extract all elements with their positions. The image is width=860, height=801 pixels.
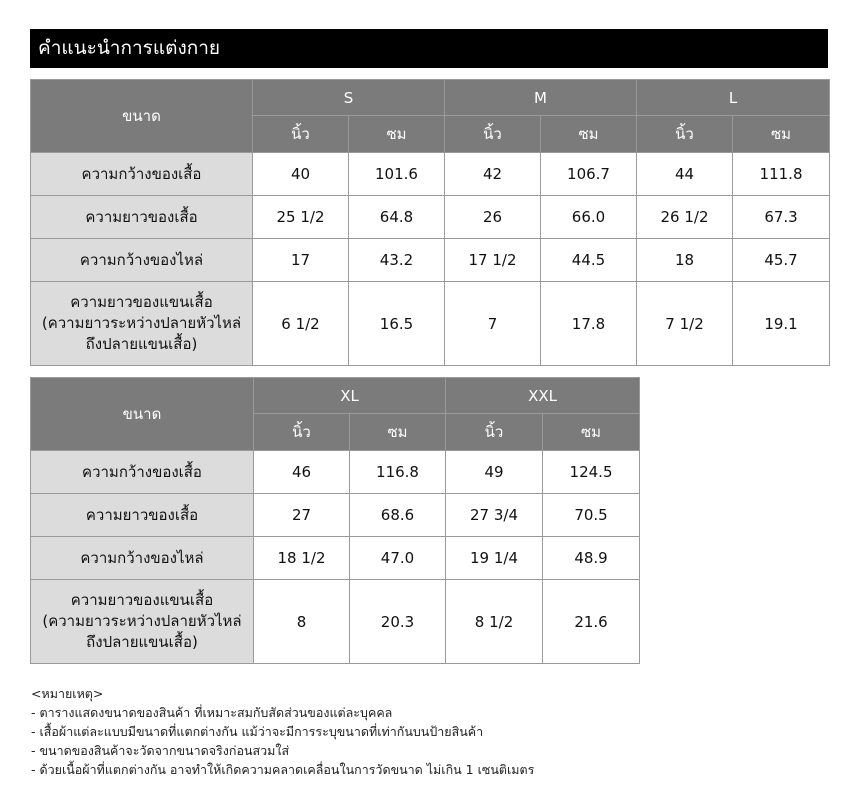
- table-cell: 111.8: [733, 153, 830, 196]
- row-label-shoulder: ความกว้างของไหล่: [31, 537, 254, 580]
- table-cell: 17.8: [541, 282, 637, 366]
- row-label-sleeve: [31, 282, 253, 366]
- table-cell: 18: [637, 239, 733, 282]
- table-cell: 64.8: [349, 196, 445, 239]
- inch-header: นิ้ว: [446, 414, 543, 451]
- cm-header: ซม: [541, 116, 637, 153]
- table-cell: 26 1/2: [637, 196, 733, 239]
- inch-header: นิ้ว: [253, 116, 349, 153]
- table-cell: 68.6: [350, 494, 446, 537]
- table-cell: 27 3/4: [446, 494, 543, 537]
- table-cell: 16.5: [349, 282, 445, 366]
- row-label-chest: ความกว้างของเสื้อ: [31, 451, 254, 494]
- size-m-header: M: [445, 80, 637, 116]
- table-cell: 8: [254, 580, 350, 664]
- page-title: คำแนะนำการแต่งกาย: [30, 29, 828, 68]
- table-row-chest: [31, 153, 830, 196]
- inch-header: นิ้ว: [254, 414, 350, 451]
- size-header: ขนาด: [31, 378, 254, 451]
- table-cell: 106.7: [541, 153, 637, 196]
- notes-line: - เสื้อผ้าแต่ละแบบมีขนาดที่แตกต่างกัน แม้ว่าจะมีการระบุขนาดที่เท่ากันบนป้ายสินค้า: [31, 724, 484, 739]
- table-cell: 101.6: [349, 153, 445, 196]
- cm-header: ซม: [543, 414, 640, 451]
- table-cell: 124.5: [543, 451, 640, 494]
- table-row-length: [31, 494, 640, 537]
- table-cell: 19.1: [733, 282, 830, 366]
- table-cell: 17: [253, 239, 349, 282]
- row-label-length: ความยาวของเสื้อ: [31, 494, 254, 537]
- cm-header: ซม: [350, 414, 446, 451]
- row-label-sleeve-line: ถึงปลายแขนเสื้อ): [86, 633, 198, 651]
- table-cell: 40: [253, 153, 349, 196]
- row-label-shoulder: ความกว้างของไหล่: [31, 239, 253, 282]
- table-cell: 18 1/2: [254, 537, 350, 580]
- size-header: ขนาด: [31, 80, 253, 153]
- table-cell: 8 1/2: [446, 580, 543, 664]
- table-cell: 20.3: [350, 580, 446, 664]
- table-row-sleeve: [31, 580, 640, 664]
- size-xxl-header: XXL: [446, 378, 640, 414]
- size-table-xl-xxl: [30, 377, 640, 664]
- table-cell: 45.7: [733, 239, 830, 282]
- row-label-chest: ความกว้างของเสื้อ: [31, 153, 253, 196]
- row-label-sleeve-line: ถึงปลายแขนเสื้อ): [85, 335, 198, 353]
- notes: [31, 684, 534, 779]
- table-row-sleeve: [31, 282, 830, 366]
- table-cell: 42: [445, 153, 541, 196]
- table-cell: 27: [254, 494, 350, 537]
- row-label-length: ความยาวของเสื้อ: [31, 196, 253, 239]
- table-cell: 116.8: [350, 451, 446, 494]
- notes-line: - ตารางแสดงขนาดของสินค้า ที่เหมาะสมกับสัดส่วนของแต่ละบุคคล: [31, 705, 393, 720]
- table-cell: 21.6: [543, 580, 640, 664]
- table-cell: 46: [254, 451, 350, 494]
- table-cell: 25 1/2: [253, 196, 349, 239]
- inch-header: นิ้ว: [445, 116, 541, 153]
- row-label-sleeve-line: (ความยาวระหว่างปลายหัวไหล่: [41, 314, 242, 332]
- table-cell: 66.0: [541, 196, 637, 239]
- row-label-sleeve-line: ความยาวของแขนเสื้อ: [70, 293, 213, 311]
- table-cell: 6 1/2: [253, 282, 349, 366]
- table-cell: 7 1/2: [637, 282, 733, 366]
- row-label-sleeve: [31, 580, 254, 664]
- table-row-shoulder: [31, 239, 830, 282]
- notes-heading: <หมายเหตุ>: [31, 686, 104, 701]
- cm-header: ซม: [733, 116, 830, 153]
- table-cell: 19 1/4: [446, 537, 543, 580]
- cm-header: ซม: [349, 116, 445, 153]
- size-l-header: L: [637, 80, 830, 116]
- table-cell: 7: [445, 282, 541, 366]
- size-table-s-m-l: [30, 79, 830, 366]
- notes-line: - ขนาดของสินค้าจะวัดจากขนาดจริงก่อนสวมใส่: [31, 743, 290, 758]
- table-cell: 44.5: [541, 239, 637, 282]
- table-cell: 67.3: [733, 196, 830, 239]
- table-cell: 26: [445, 196, 541, 239]
- size-xl-header: XL: [254, 378, 446, 414]
- table-row-length: [31, 196, 830, 239]
- table-cell: 44: [637, 153, 733, 196]
- notes-line: - ด้วยเนื้อผ้าที่แตกต่างกัน อาจทำให้เกิดความคลาดเคลื่อนในการวัดขนาด ไม่เกิน 1 เซนติเมตร: [31, 762, 535, 777]
- row-label-sleeve-line: (ความยาวระหว่างปลายหัวไหล่: [42, 612, 242, 630]
- table-cell: 47.0: [350, 537, 446, 580]
- table-cell: 48.9: [543, 537, 640, 580]
- table-cell: 43.2: [349, 239, 445, 282]
- row-label-sleeve-line: ความยาวของแขนเสื้อ: [70, 591, 214, 609]
- size-s-header: S: [253, 80, 445, 116]
- table-cell: 17 1/2: [445, 239, 541, 282]
- table-cell: 70.5: [543, 494, 640, 537]
- table-row-shoulder: [31, 537, 640, 580]
- table-row-chest: [31, 451, 640, 494]
- table-cell: 49: [446, 451, 543, 494]
- inch-header: นิ้ว: [637, 116, 733, 153]
